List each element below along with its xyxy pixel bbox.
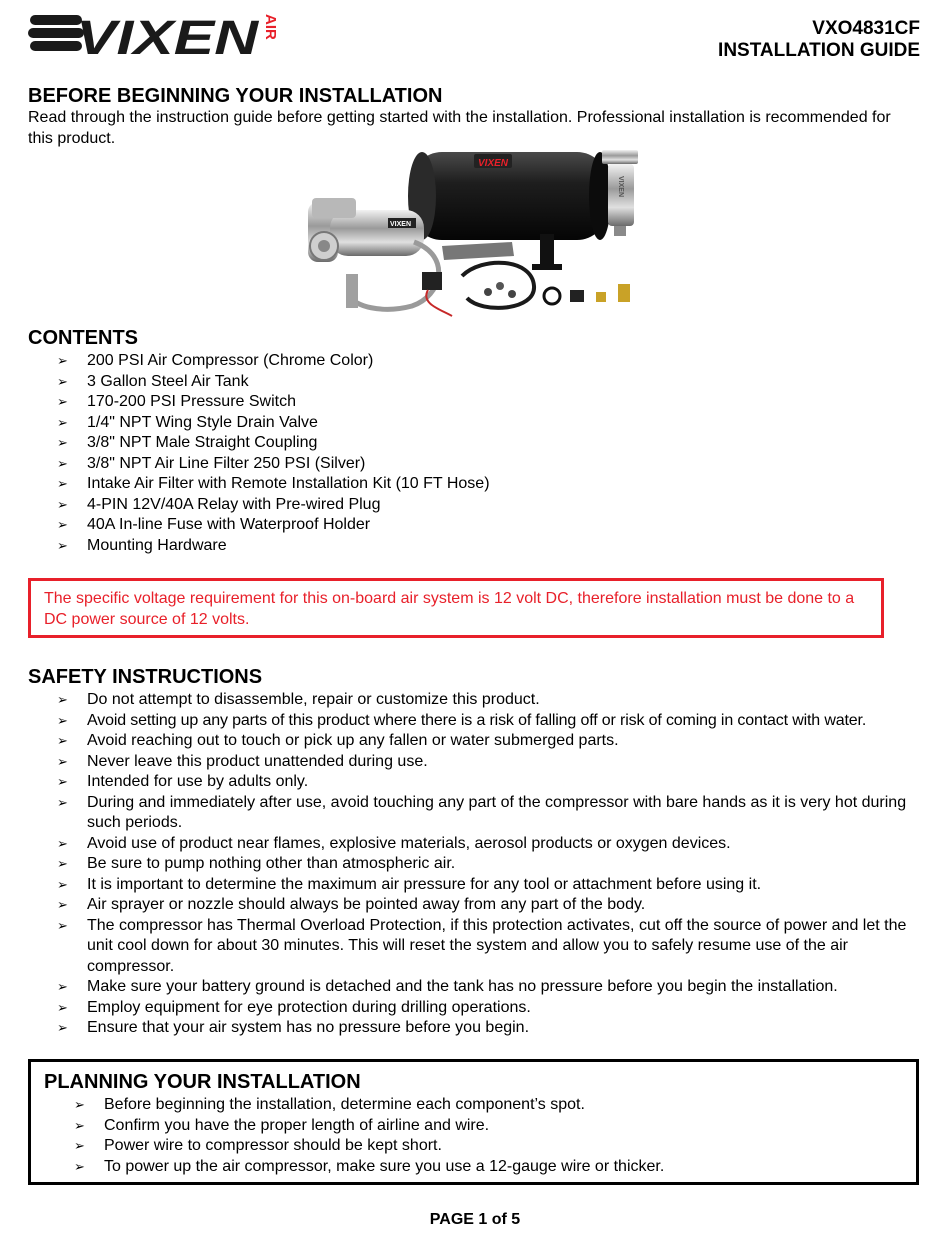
model-number: VXO4831CF (812, 18, 920, 39)
arrow-bullet-icon: ➢ (57, 835, 68, 851)
arrow-bullet-icon: ➢ (57, 999, 68, 1015)
list-item: ➢ Before beginning the installation, determine each component’s spot. (74, 1095, 904, 1116)
arrow-bullet-icon: ➢ (57, 517, 68, 532)
list-item: ➢ Confirm you have the proper length of airline and wire. (74, 1116, 904, 1137)
list-item: ➢ Intended for use by adults only. (57, 772, 919, 793)
list-item: ➢ 40A In-line Fuse with Waterproof Holder (57, 515, 917, 536)
planning-box (28, 1059, 919, 1185)
arrow-bullet-icon: ➢ (57, 733, 68, 748)
accessories (422, 242, 630, 316)
contents-heading: CONTENTS (28, 327, 138, 349)
arrow-bullet-icon: ➢ (57, 435, 68, 450)
list-item: ➢ Avoid reaching out to touch or pick up any fallen or water submerged parts. (57, 731, 919, 752)
list-item: ➢ 4-PIN 12V/40A Relay with Pre-wired Plug (57, 495, 917, 516)
list-item: ➢ Avoid setting up any parts of this product where there is a risk of falling off or risk of coming in contact with water. (57, 711, 919, 732)
page-number: PAGE 1 of 5 (429, 1211, 521, 1228)
planning-list (74, 1095, 904, 1177)
list-item: ➢ 1/4" NPT Wing Style Drain Valve (57, 413, 917, 434)
list-item: ➢ 3 Gallon Steel Air Tank (57, 372, 917, 393)
product-image (302, 146, 647, 322)
list-item: ➢ 3/8" NPT Male Straight Coupling (57, 433, 917, 454)
list-item: ➢ Power wire to compressor should be kept short. (74, 1136, 904, 1157)
compressor-logo: VIXEN (390, 221, 412, 228)
list-item: ➢ Never leave this product unattended during use. (57, 752, 919, 773)
arrow-bullet-icon: ➢ (57, 373, 68, 389)
arrow-bullet-icon: ➢ (57, 476, 68, 491)
document-header (718, 18, 920, 62)
voltage-warning-text: The specific voltage requirement for this on-board air system is 12 volt DC, therefore installation must be done to a DC power source of 12 volts. (44, 590, 855, 628)
contents-list (57, 351, 917, 556)
list-item: ➢ It is important to determine the maximum air pressure for any tool or attachment before using it. (57, 875, 919, 896)
arrow-bullet-icon: ➢ (57, 414, 68, 430)
safety-list (57, 690, 919, 1039)
arrow-bullet-icon: ➢ (57, 794, 68, 810)
arrow-bullet-icon: ➢ (57, 353, 68, 368)
list-item: ➢ Ensure that your air system has no pressure before you begin. (57, 1018, 919, 1039)
before-heading: BEFORE BEGINNING YOUR INSTALLATION (28, 85, 443, 107)
arrow-bullet-icon: ➢ (57, 917, 68, 933)
intro-paragraph: Read through the instruction guide before getting started with the installation. Professional installation is recommended for this product. (28, 109, 891, 147)
list-item: ➢ During and immediately after use, avoid touching any part of the compressor with bare hands as it is very hot during such periods. (57, 793, 907, 831)
arrow-bullet-icon: ➢ (57, 753, 68, 769)
arrow-bullet-icon: ➢ (74, 1117, 85, 1133)
arrow-bullet-icon: ➢ (57, 897, 68, 912)
list-item: ➢ Avoid use of product near flames, explosive materials, aerosol products or oxygen devices. (57, 834, 919, 855)
arrow-bullet-icon: ➢ (57, 712, 68, 728)
voltage-warning-box (28, 578, 884, 638)
list-item: ➢ Make sure your battery ground is detached and the tank has no pressure before you begin the installation. (57, 977, 919, 998)
arrow-bullet-icon: ➢ (57, 537, 68, 553)
tank-logo: VIXEN (478, 158, 509, 169)
list-item: ➢ Do not attempt to disassemble, repair or customize this product. (57, 690, 919, 711)
list-item: ➢ Employ equipment for eye protection during drilling operations. (57, 998, 919, 1019)
arrow-bullet-icon: ➢ (74, 1138, 85, 1153)
list-item: ➢ Mounting Hardware (57, 536, 917, 557)
arrow-bullet-icon: ➢ (57, 774, 68, 789)
arrow-bullet-icon: ➢ (57, 455, 68, 471)
document-title: INSTALLATION GUIDE (718, 40, 920, 61)
list-item: ➢ 170-200 PSI Pressure Switch (57, 392, 917, 413)
safety-heading: SAFETY INSTRUCTIONS (28, 666, 263, 688)
filter-logo: VIXEN (617, 176, 624, 198)
list-item: ➢ Air sprayer or nozzle should always be pointed away from any part of the body. (57, 895, 919, 916)
list-item: ➢ Be sure to pump nothing other than atmospheric air. (57, 854, 919, 875)
planning-heading: PLANNING YOUR INSTALLATION (44, 1071, 361, 1093)
list-item: ➢ 200 PSI Air Compressor (Chrome Color) (57, 351, 917, 372)
list-item: ➢ The compressor has Thermal Overload Protection, if this protection activates, cut off the source of power and let the unit cool down for about 30 minutes. This will reset the system and allow you to safely resume use of the air compressor. (57, 916, 907, 975)
list-item: ➢ 3/8" NPT Air Line Filter 250 PSI (Silver) (57, 454, 917, 475)
logo-air: AIR (262, 14, 279, 40)
logo-wordmark: VIXEN (76, 12, 260, 62)
arrow-bullet-icon: ➢ (57, 979, 68, 994)
arrow-bullet-icon: ➢ (57, 394, 68, 409)
arrow-bullet-icon: ➢ (57, 496, 68, 512)
arrow-bullet-icon: ➢ (57, 692, 68, 707)
arrow-bullet-icon: ➢ (57, 876, 68, 892)
list-item: ➢ Intake Air Filter with Remote Installation Kit (10 FT Hose) (57, 474, 917, 495)
list-item: ➢ To power up the air compressor, make sure you use a 12-gauge wire or thicker. (74, 1157, 904, 1178)
arrow-bullet-icon: ➢ (74, 1158, 85, 1174)
arrow-bullet-icon: ➢ (57, 856, 68, 871)
vixen-air-logo (28, 6, 284, 62)
arrow-bullet-icon: ➢ (57, 1020, 68, 1035)
arrow-bullet-icon: ➢ (74, 1097, 85, 1112)
